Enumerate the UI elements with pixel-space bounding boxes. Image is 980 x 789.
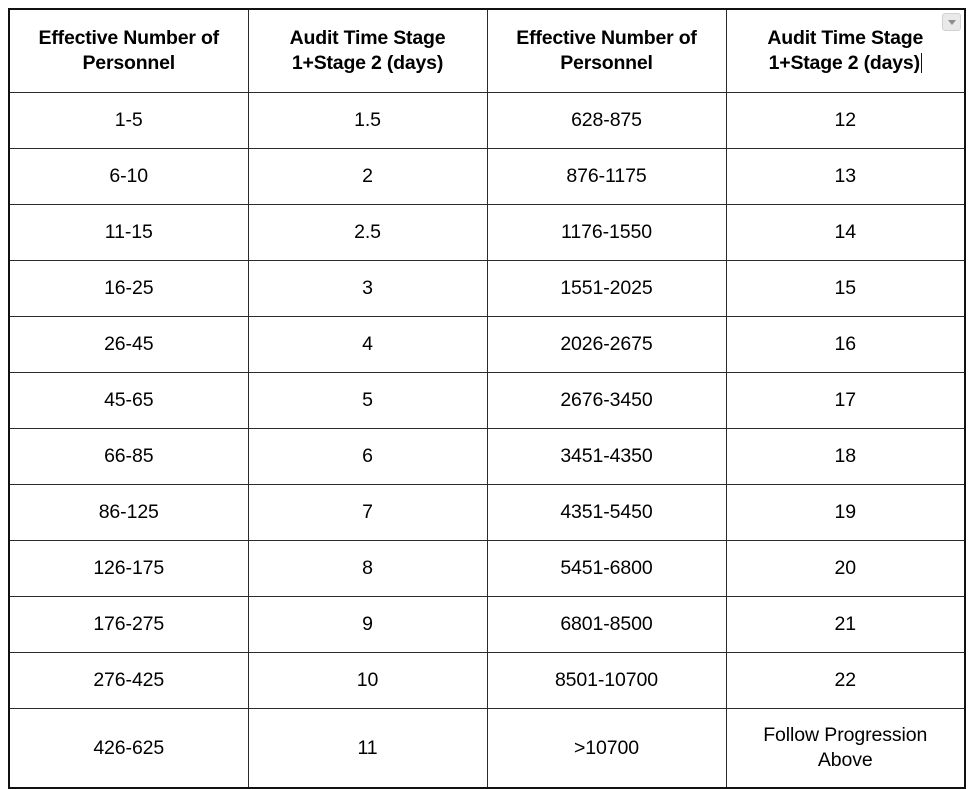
table-row	[9, 653, 965, 709]
cell-personnel-right[interactable]: >10700	[487, 709, 726, 789]
cell-personnel-right[interactable]: 628-875	[487, 93, 726, 149]
cell-days-right[interactable]: 22	[726, 653, 965, 709]
cell-days-right[interactable]: 21	[726, 597, 965, 653]
cell-personnel-right[interactable]: 6801-8500	[487, 597, 726, 653]
cell-days-left[interactable]: 4	[248, 317, 487, 373]
cell-line-1: Follow Progression	[763, 724, 928, 747]
column-header-line-2-text: 1+Stage 2 (days)	[768, 52, 920, 74]
table-row	[9, 261, 965, 317]
cell-personnel-right[interactable]: 876-1175	[487, 149, 726, 205]
cell-personnel-left[interactable]: 6-10	[9, 149, 248, 205]
cell-personnel-left[interactable]: 66-85	[9, 429, 248, 485]
chevron-down-icon[interactable]	[942, 13, 961, 31]
cell-days-right[interactable]: 19	[726, 485, 965, 541]
column-header-line-2: Personnel	[560, 52, 653, 74]
cell-days-left[interactable]: 9	[248, 597, 487, 653]
cell-personnel-left[interactable]: 16-25	[9, 261, 248, 317]
cell-days-right[interactable]: 13	[726, 149, 965, 205]
cell-days-left[interactable]: 2.5	[248, 205, 487, 261]
column-header-effective-personnel-2[interactable]	[487, 9, 726, 93]
cell-personnel-left[interactable]: 11-15	[9, 205, 248, 261]
cell-personnel-left[interactable]: 176-275	[9, 597, 248, 653]
cell-days-left[interactable]: 11	[248, 709, 487, 789]
cell-days-right[interactable]	[726, 709, 965, 789]
cell-days-right[interactable]: 18	[726, 429, 965, 485]
header-row	[9, 9, 965, 93]
table-row	[9, 485, 965, 541]
cell-personnel-right[interactable]: 4351-5450	[487, 485, 726, 541]
cell-days-right[interactable]: 17	[726, 373, 965, 429]
table-row	[9, 709, 965, 789]
table-header	[9, 9, 965, 93]
cell-days-left[interactable]: 8	[248, 541, 487, 597]
cell-days-left[interactable]: 1.5	[248, 93, 487, 149]
column-header-line-2: 1+Stage 2 (days)	[291, 52, 444, 74]
audit-time-table	[8, 8, 966, 789]
column-header-audit-time-1[interactable]	[248, 9, 487, 93]
cell-days-left[interactable]: 7	[248, 485, 487, 541]
column-header-line-1: Audit Time Stage	[767, 27, 924, 50]
column-header-effective-personnel-1[interactable]	[9, 9, 248, 93]
cell-personnel-left[interactable]: 126-175	[9, 541, 248, 597]
column-header-line-1: Audit Time Stage	[289, 27, 446, 50]
table-row	[9, 429, 965, 485]
cell-personnel-right[interactable]: 1551-2025	[487, 261, 726, 317]
text-cursor	[921, 53, 922, 73]
cell-personnel-right[interactable]: 1176-1550	[487, 205, 726, 261]
column-header-audit-time-2[interactable]	[726, 9, 965, 93]
chevron-down-glyph	[948, 20, 956, 25]
cell-line-2: Above	[817, 749, 873, 771]
table-row	[9, 149, 965, 205]
table-row	[9, 93, 965, 149]
cell-personnel-left[interactable]: 45-65	[9, 373, 248, 429]
cell-personnel-right[interactable]: 3451-4350	[487, 429, 726, 485]
cell-days-left[interactable]: 5	[248, 373, 487, 429]
cell-personnel-left[interactable]: 426-625	[9, 709, 248, 789]
cell-days-right[interactable]: 15	[726, 261, 965, 317]
cell-days-left[interactable]: 10	[248, 653, 487, 709]
column-header-line-2	[733, 51, 959, 76]
cell-personnel-right[interactable]: 8501-10700	[487, 653, 726, 709]
cell-personnel-left[interactable]: 1-5	[9, 93, 248, 149]
cell-days-left[interactable]: 3	[248, 261, 487, 317]
cell-personnel-right[interactable]: 2676-3450	[487, 373, 726, 429]
table-row	[9, 541, 965, 597]
cell-days-right[interactable]: 16	[726, 317, 965, 373]
table-row	[9, 205, 965, 261]
cell-days-right[interactable]: 14	[726, 205, 965, 261]
table-container	[8, 8, 964, 771]
cell-personnel-left[interactable]: 276-425	[9, 653, 248, 709]
cell-days-right[interactable]: 20	[726, 541, 965, 597]
table-row	[9, 317, 965, 373]
table-row	[9, 597, 965, 653]
cell-personnel-left[interactable]: 26-45	[9, 317, 248, 373]
cell-days-left[interactable]: 2	[248, 149, 487, 205]
column-header-line-1: Effective Number of	[38, 27, 219, 50]
cell-personnel-right[interactable]: 5451-6800	[487, 541, 726, 597]
cell-personnel-left[interactable]: 86-125	[9, 485, 248, 541]
table-row	[9, 373, 965, 429]
cell-days-left[interactable]: 6	[248, 429, 487, 485]
column-header-line-2: Personnel	[82, 52, 175, 74]
cell-personnel-right[interactable]: 2026-2675	[487, 317, 726, 373]
table-body	[9, 93, 965, 789]
cell-days-right[interactable]: 12	[726, 93, 965, 149]
column-header-line-1: Effective Number of	[516, 27, 697, 50]
